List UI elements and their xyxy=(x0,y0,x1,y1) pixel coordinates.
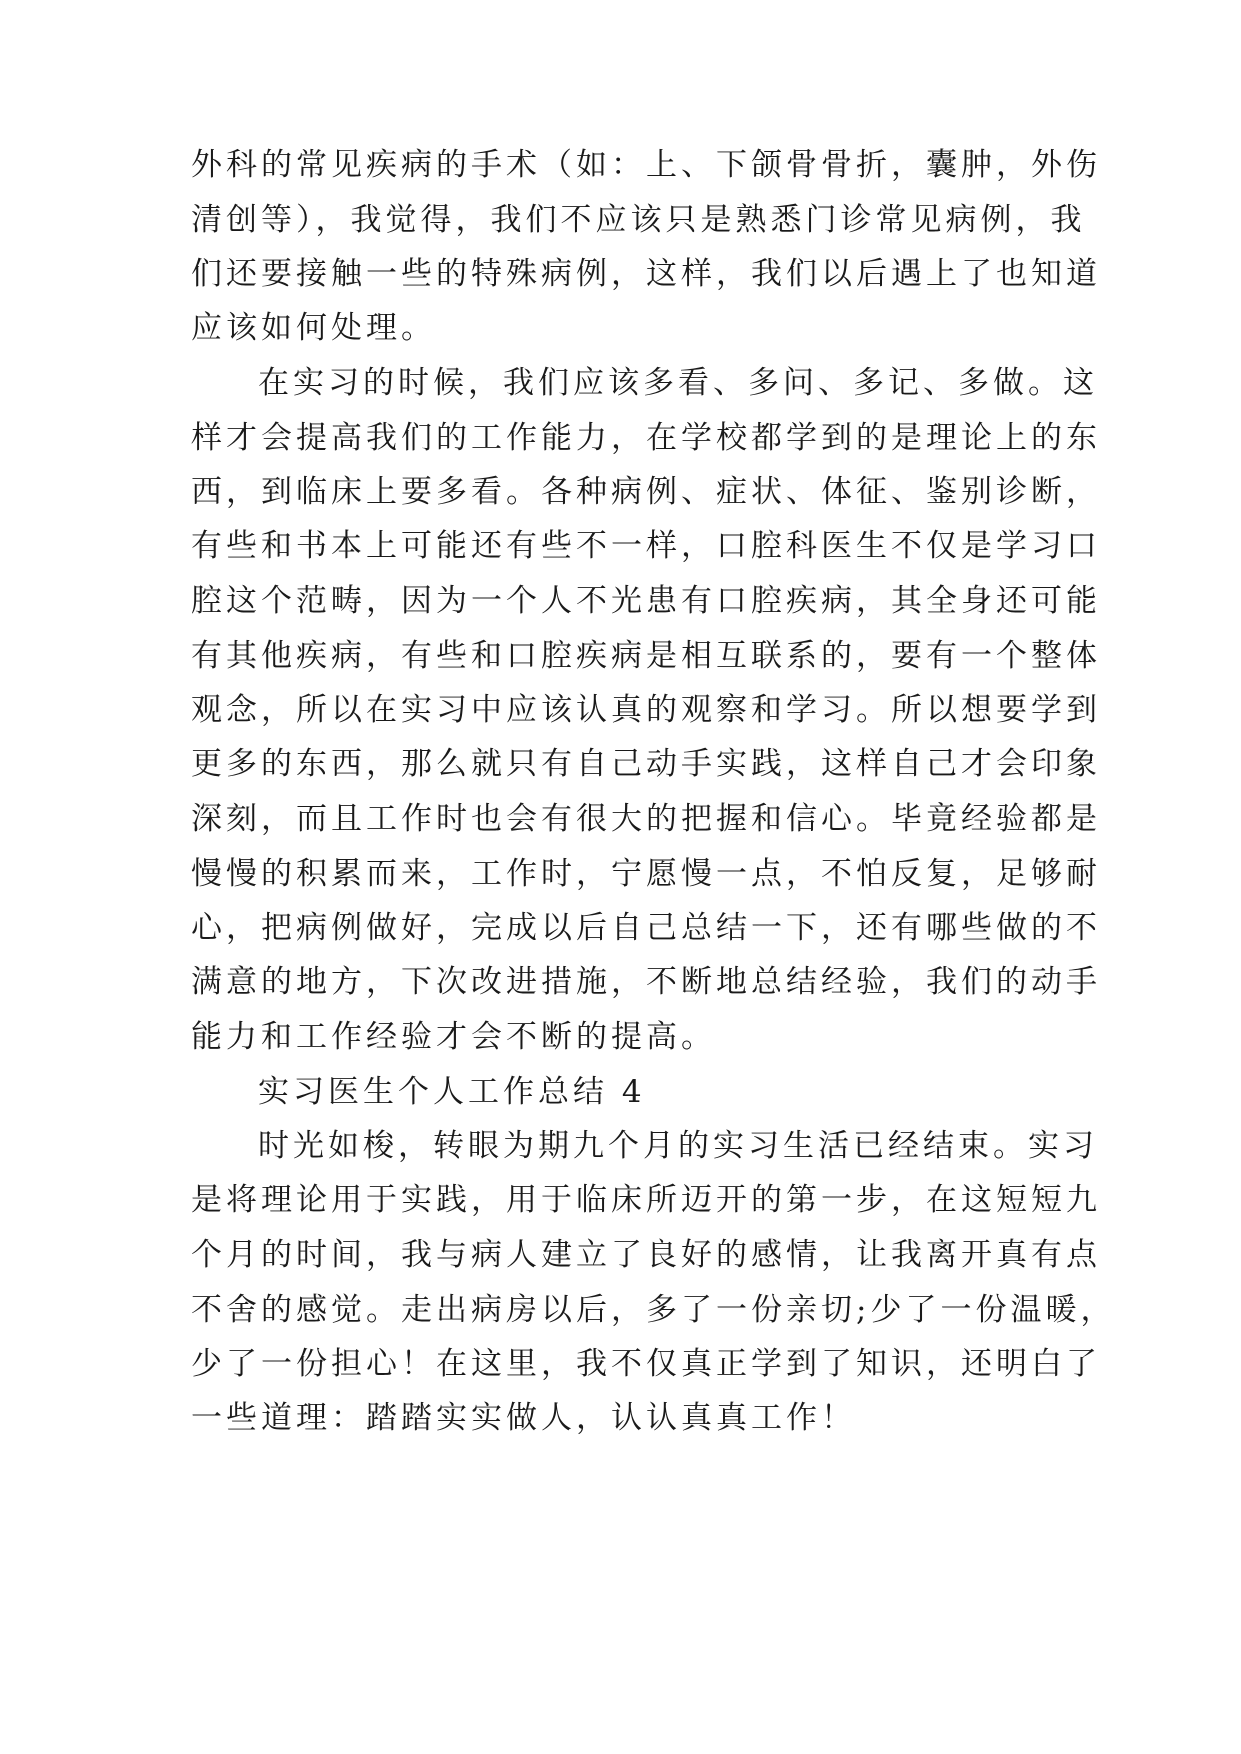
text-line: 更多的东西，那么就只有自己动手实践，这样自己才会印象 xyxy=(191,746,1101,782)
text-line: 应该如何处理。 xyxy=(191,310,436,346)
text-line: 有些和书本上可能还有些不一样，口腔科医生不仅是学习口 xyxy=(191,528,1101,564)
text-line: 不舍的感觉。走出病房以后，多了一份亲切;少了一份温暖， xyxy=(191,1292,1116,1328)
text-line: 个月的时间，我与病人建立了良好的感情，让我离开真有点 xyxy=(191,1237,1101,1273)
text-line: 是将理论用于实践，用于临床所迈开的第一步，在这短短九 xyxy=(191,1182,1101,1218)
text-line: 有其他疾病，有些和口腔疾病是相互联系的，要有一个整体 xyxy=(191,638,1101,674)
text-line: 观念，所以在实习中应该认真的观察和学习。所以想要学到 xyxy=(191,692,1101,728)
text-line: 清创等），我觉得，我们不应该只是熟悉门诊常见病例，我 xyxy=(191,202,1086,238)
section-heading: 实习医生个人工作总结 4 xyxy=(258,1074,646,1110)
text-line: 少了一份担心！在这里，我不仅真正学到了知识，还明白了 xyxy=(191,1346,1101,1382)
text-line: 慢慢的积累而来，工作时，宁愿慢一点，不怕反复，足够耐 xyxy=(191,856,1101,892)
text-line: 在实习的时候，我们应该多看、多问、多记、多做。这 xyxy=(258,365,1098,401)
text-line: 西，到临床上要多看。各种病例、症状、体征、鉴别诊断， xyxy=(191,474,1101,510)
text-line: 时光如梭，转眼为期九个月的实习生活已经结束。实习 xyxy=(258,1128,1098,1164)
text-line: 外科的常见疾病的手术（如：上、下颌骨骨折，囊肿，外伤 xyxy=(191,147,1101,183)
text-line: 一些道理：踏踏实实做人，认认真真工作！ xyxy=(191,1400,856,1436)
text-line: 满意的地方，下次改进措施，不断地总结经验，我们的动手 xyxy=(191,964,1101,1000)
text-line: 心，把病例做好，完成以后自己总结一下，还有哪些做的不 xyxy=(191,910,1101,946)
text-line: 深刻，而且工作时也会有很大的把握和信心。毕竟经验都是 xyxy=(191,801,1101,837)
text-line: 能力和工作经验才会不断的提高。 xyxy=(191,1019,716,1055)
text-line: 们还要接触一些的特殊病例，这样，我们以后遇上了也知道 xyxy=(191,256,1101,292)
text-line: 样才会提高我们的工作能力，在学校都学到的是理论上的东 xyxy=(191,420,1101,456)
text-line: 腔这个范畴，因为一个人不光患有口腔疾病，其全身还可能 xyxy=(191,583,1101,619)
